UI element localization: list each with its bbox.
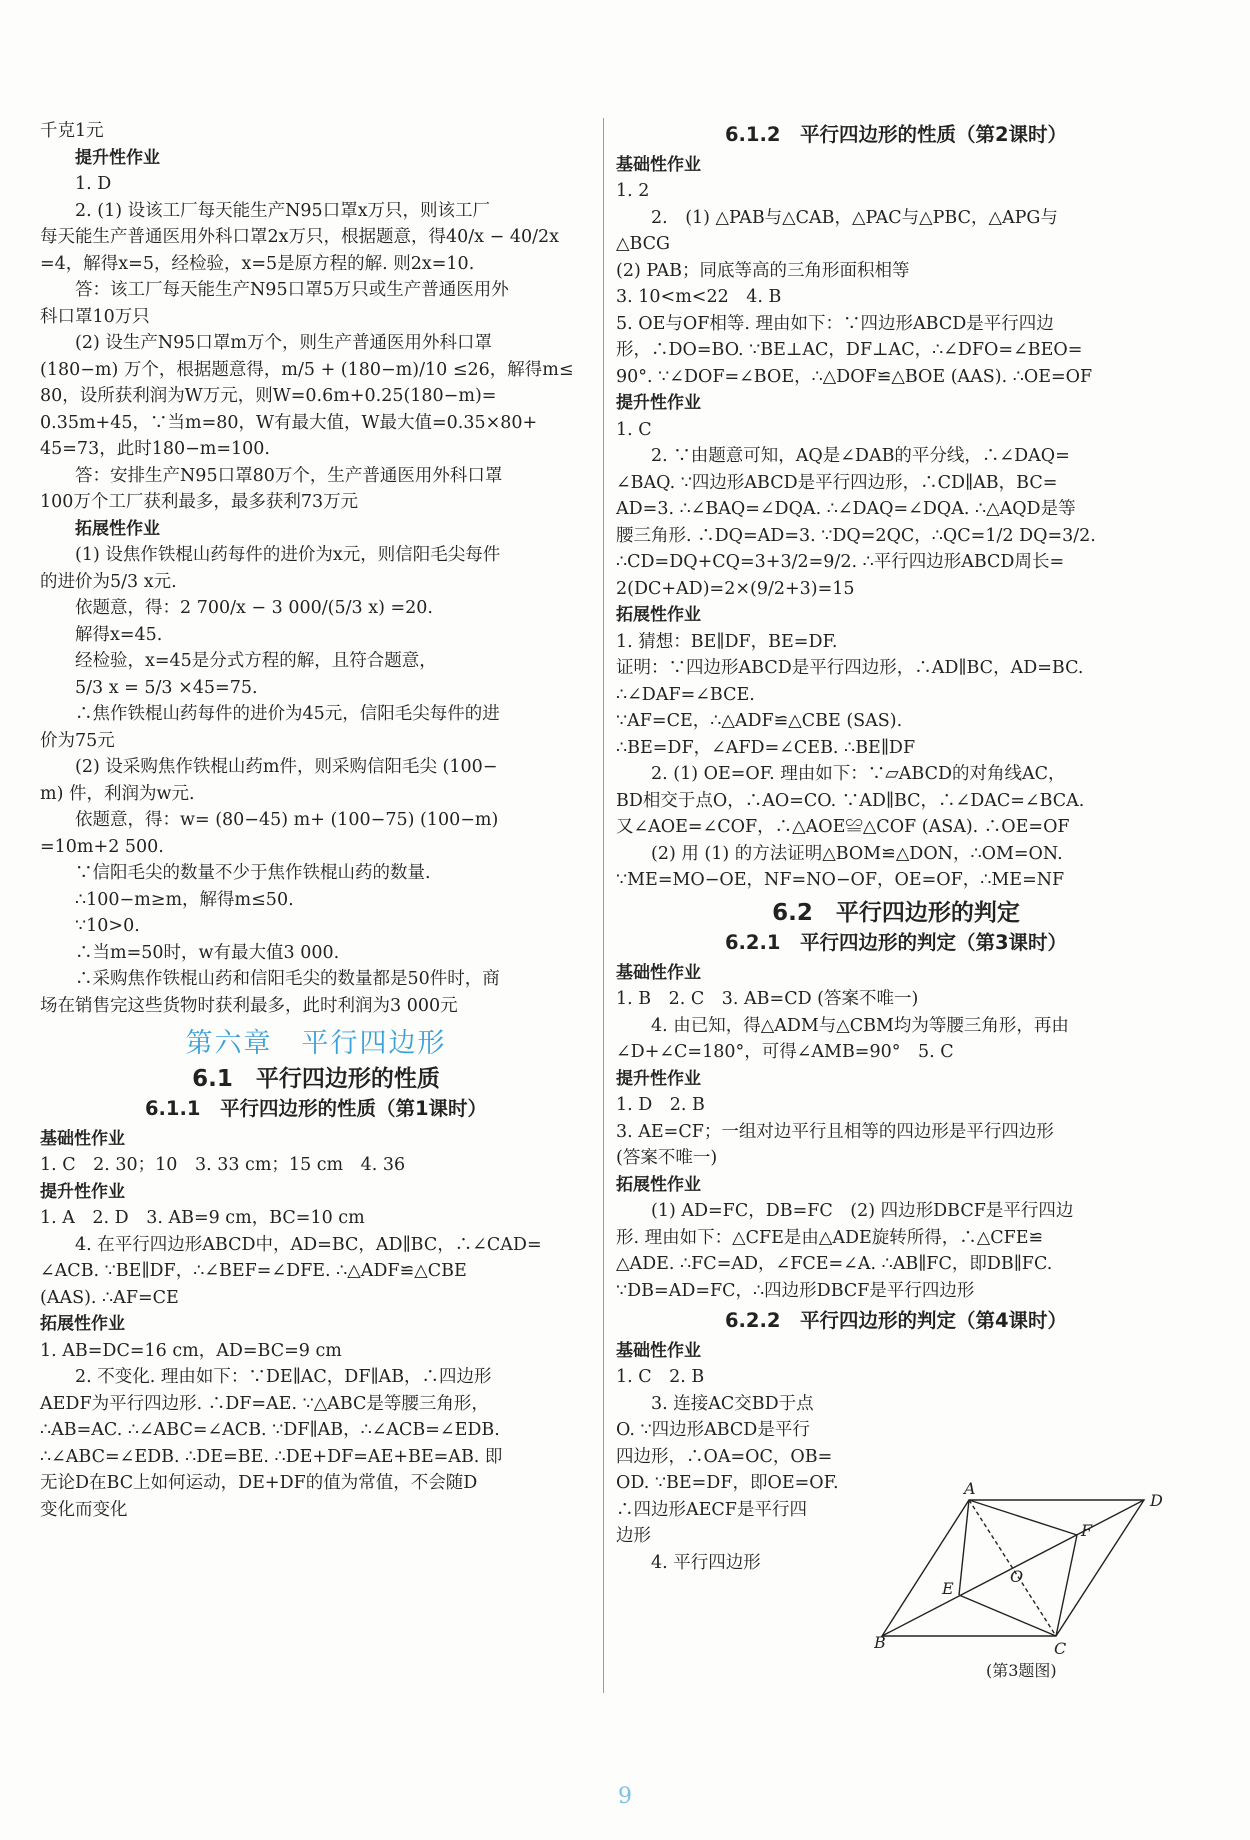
parallelogram-figure	[874, 1478, 1174, 1678]
text-line: ∵10>0.	[75, 916, 140, 936]
lesson-heading: 6.2.1 平行四边形的判定（第3课时）	[724, 931, 1068, 954]
label-C: C	[1054, 1639, 1067, 1658]
text-line: (1) AD=FC，DB=FC (2) 四边形DBCF是平行四边	[651, 1201, 1074, 1221]
text-line: 价为75元	[40, 730, 115, 751]
text-line: 45=73，此时180−m=100.	[40, 439, 270, 459]
text-line: 4. 由已知，得△ADM与△CBM均为等腰三角形，再由	[651, 1015, 1069, 1036]
section-label: 基础性作业	[40, 1128, 125, 1149]
text-line: 形，∴DO=BO. ∵BE⊥AC，DF⊥AC，∴∠DFO=∠BEO=	[616, 340, 1083, 360]
text-line: 2(DC+AD)=2×(9/2+3)=15	[616, 578, 855, 599]
text-line: △BCG	[616, 234, 671, 254]
section-heading: 6.2 平行四边形的判定	[772, 899, 1020, 926]
text-line: 千克1元	[40, 121, 104, 141]
text-line: 3. 10<m<22 4. B	[616, 287, 782, 307]
text-line: 的进价为5/3 x元.	[40, 571, 177, 592]
figure-svg	[874, 1478, 1174, 1658]
lesson-heading: 6.2.2 平行四边形的判定（第4课时）	[724, 1309, 1068, 1332]
figure-caption: (第3题图)	[986, 1661, 1057, 1680]
text-line: ∴AB=AC. ∴∠ABC=∠ACB. ∵DF∥AB，∴∠ACB=∠EDB.	[40, 1420, 500, 1440]
label-B: B	[874, 1633, 886, 1652]
label-E: E	[942, 1579, 954, 1598]
lesson-heading: 6.1.2 平行四边形的性质（第2课时）	[724, 123, 1068, 146]
section-label: 基础性作业	[616, 154, 701, 175]
text-line: 2. (1) OE=OF. 理由如下：∵▱ABCD的对角线AC，	[651, 764, 1066, 784]
text-line: 100万个工厂获利最多，最多获利73万元	[40, 492, 359, 512]
section-label: 提升性作业	[40, 1181, 125, 1202]
section-label: 拓展性作业	[616, 1174, 701, 1195]
text-line: 依题意，得：w= (80−45) m+ (100−75) (100−m)	[75, 810, 499, 830]
text-line: m) 件，利润为w元.	[40, 783, 195, 804]
text-line: ∴采购焦作铁棍山药和信阳毛尖的数量都是50件时，商	[75, 969, 500, 989]
text-line: AD=3. ∴∠BAQ=∠DQA. ∴∠DAQ=∠DQA. ∴△AQD是等	[616, 499, 1076, 519]
text-line: O. ∵四边形ABCD是平行	[616, 1420, 810, 1440]
section-heading: 6.1 平行四边形的性质	[192, 1065, 440, 1092]
section-label: 提升性作业	[616, 1068, 701, 1089]
section-label: 拓展性作业	[40, 1314, 125, 1334]
text-line: (答案不唯一)	[616, 1148, 718, 1168]
text-line: (2) 设生产N95口罩m万个，则生产普通医用外科口罩	[75, 333, 493, 353]
text-line: (2) 用 (1) 的方法证明△BOM≌△DON，∴OM=ON.	[651, 843, 1063, 864]
text-line: 3. AE=CF；一组对边平行且相等的四边形是平行四边形	[616, 1121, 1054, 1142]
text-line: 又∠AOE=∠COF，∴△AOE≌△COF (ASA). ∴OE=OF	[616, 817, 1070, 837]
text-line: ∠D+∠C=180°，可得∠AMB=90° 5. C	[616, 1042, 954, 1062]
text-line: 2. (1) 设该工厂每天能生产N95口罩x万只，则该工厂	[75, 200, 491, 221]
right-column	[616, 118, 1176, 1576]
label-D: D	[1150, 1491, 1163, 1510]
text-line: 经检验，x=45是分式方程的解，且符合题意，	[75, 651, 437, 671]
text-line: (180−m) 万个，根据题意得，m/5 + (180−m)/10 ≤26，解得m≤	[40, 359, 574, 380]
text-line: ∴CD=DQ+CQ=3+3/2=9/2. ∴平行四边形ABCD周长=	[616, 552, 1065, 572]
text-line: ∴四边形AECF是平行四	[616, 1499, 807, 1520]
text-line: 边形	[616, 1526, 651, 1546]
text-line: BD相交于点O，∴AO=CO. ∵AD∥BC，∴∠DAC=∠BCA.	[616, 790, 1085, 811]
text-line: ∴焦作铁棍山药每件的进价为45元，信阳毛尖每件的进	[75, 704, 500, 724]
text-line: (2) 设采购焦作铁棍山药m件，则采购信阳毛尖 (100−	[75, 757, 498, 777]
text-line: (2) PAB；同底等高的三角形面积相等	[616, 260, 910, 281]
text-line: 2. (1) △PAB与△CAB，△PAC与△PBC，△APG与	[651, 207, 1058, 228]
segment-EC	[959, 1595, 1056, 1636]
text-line: 1. C	[616, 419, 652, 440]
text-line: ∴BE=DF，∠AFD=∠CEB. ∴BE∥DF	[616, 737, 916, 758]
text-line: ∴100−m≥m，解得m≤50.	[75, 889, 294, 910]
text-line: 2. ∵由题意可知，AQ是∠DAB的平分线，∴∠DAQ=	[651, 446, 1070, 466]
label-O: O	[1010, 1567, 1024, 1586]
text-line: 场在销售完这些货物时获利最多，此时利润为3 000元	[40, 995, 458, 1016]
label-A: A	[964, 1479, 976, 1498]
text-line: 4. 在平行四边形ABCD中，AD=BC，AD∥BC，∴∠CAD=	[75, 1234, 542, 1255]
text-line: ∴∠DAF=∠BCE.	[616, 684, 755, 705]
text-line: ∵信阳毛尖的数量不少于焦作铁棍山药的数量.	[75, 863, 431, 883]
text-line: ∵ME=MO−OE，NF=NO−OF，OE=OF，∴ME=NF	[616, 870, 1065, 890]
text-line: 腰三角形. ∴DQ=AD=3. ∵DQ=2QC，∴QC=1/2 DQ=3/2.	[616, 525, 1096, 546]
text-line: 形. 理由如下：△CFE是由△ADE旋转所得，∴△CFE≌	[616, 1227, 1044, 1248]
text-line: 1. D	[75, 174, 112, 194]
text-line: 0.35m+45，∵当m=80，W有最大值，W最大值=0.35×80+	[40, 412, 538, 433]
text-line: 证明：∵四边形ABCD是平行四边形，∴AD∥BC，AD=BC.	[616, 658, 1084, 678]
text-line: 1. AB=DC=16 cm，AD=BC=9 cm	[40, 1340, 342, 1361]
section-label: 拓展性作业	[616, 605, 701, 625]
lesson-heading: 6.1.1 平行四边形的性质（第1课时）	[144, 1097, 488, 1120]
section-label: 基础性作业	[616, 962, 701, 983]
text-line: 答：该工厂每天能生产N95口罩5万只或生产普通医用外	[75, 280, 509, 300]
text-line: 变化而变化	[40, 1499, 128, 1520]
section-label: 基础性作业	[616, 1340, 701, 1361]
text-line: 4. 平行四边形	[651, 1552, 761, 1573]
text-line: ∠ACB. ∵BE∥DF，∴∠BEF=∠DFE. ∴△ADF≌△CBE	[40, 1261, 467, 1281]
section-label: 提升性作业	[616, 393, 701, 413]
text-line: 1. 猜想：BE∥DF，BE=DF.	[616, 631, 838, 652]
text-line: 1. C 2. 30；10 3. 33 cm；15 cm 4. 36	[40, 1155, 406, 1175]
left-column	[40, 118, 592, 1523]
text-line: 90°. ∵∠DOF=∠BOE，∴△DOF≌△BOE (AAS). ∴OE=OF	[616, 366, 1093, 387]
section-label: 提升性作业	[75, 147, 160, 168]
text-line: =4，解得x=5，经检验，x=5是原方程的解. 则2x=10.	[40, 253, 475, 274]
text-line: 无论D在BC上如何运动，DE+DF的值为常值，不会随D	[40, 1473, 478, 1493]
text-line: 科口罩10万只	[40, 306, 150, 327]
text-line: AEDF为平行四边形. ∴DF=AE. ∵△ABC是等腰三角形，	[40, 1393, 489, 1414]
text-line: ∠BAQ. ∵四边形ABCD是平行四边形，∴CD∥AB，BC=	[616, 472, 1058, 493]
text-line: ∵AF=CE，∴△ADF≌△CBE (SAS).	[616, 711, 903, 731]
text-line: 解得x=45.	[75, 624, 163, 645]
page-number: 9	[618, 1784, 632, 1809]
text-line: (1) 设焦作铁棍山药每件的进价为x元，则信阳毛尖每件	[75, 545, 501, 565]
text-line: OD. ∵BE=DF，即OE=OF.	[616, 1473, 839, 1493]
section-label: 拓展性作业	[75, 518, 160, 539]
text-line: 1. A 2. D 3. AB=9 cm，BC=10 cm	[40, 1208, 365, 1228]
text-line: 2. 不变化. 理由如下：∵DE∥AC，DF∥AB，∴四边形	[75, 1367, 492, 1387]
text-line: (AAS). ∴AF=CE	[40, 1287, 179, 1308]
label-F: F	[1081, 1521, 1093, 1540]
column-divider	[603, 118, 604, 1693]
text-line: 1. C 2. B	[616, 1367, 705, 1387]
text-line: 四边形，∴OA=OC，OB=	[616, 1446, 833, 1467]
text-line: 5. OE与OF相等. 理由如下：∵四边形ABCD是平行四边	[616, 313, 1054, 334]
text-line: △ADE. ∴FC=AD，∠FCE=∠A. ∴AB∥FC，即DB∥FC.	[616, 1254, 1053, 1274]
text-line: 3. 连接AC交BD于点	[651, 1393, 814, 1414]
text-line: =10m+2 500.	[40, 836, 164, 857]
chapter-title: 第六章 平行四边形	[185, 1028, 447, 1059]
text-line: 1. D 2. B	[616, 1095, 705, 1115]
text-line: 1. B 2. C 3. AB=CD (答案不唯一)	[616, 989, 919, 1009]
text-line: 依题意，得：2 700/x − 3 000/(5/3 x) =20.	[75, 598, 433, 618]
text-line: ∴当m=50时，w有最大值3 000.	[75, 942, 340, 963]
text-line: 5/3 x = 5/3 ×45=75.	[75, 677, 258, 698]
text-line: 1. 2	[616, 181, 650, 201]
text-line: 答：安排生产N95口罩80万个，生产普通医用外科口罩	[75, 465, 503, 486]
text-line: ∵DB=AD=FC，∴四边形DBCF是平行四边形	[616, 1280, 975, 1301]
text-line: 80，设所获利润为W万元，则W=0.6m+0.25(180−m)=	[40, 386, 497, 406]
text-line: 每天能生产普通医用外科口罩2x万只，根据题意，得40/x − 40/2x	[40, 227, 559, 247]
segment-AF	[969, 1500, 1077, 1535]
text-line: ∴∠ABC=∠EDB. ∴DE=BE. ∴DE+DF=AE+BE=AB. 即	[40, 1446, 503, 1467]
